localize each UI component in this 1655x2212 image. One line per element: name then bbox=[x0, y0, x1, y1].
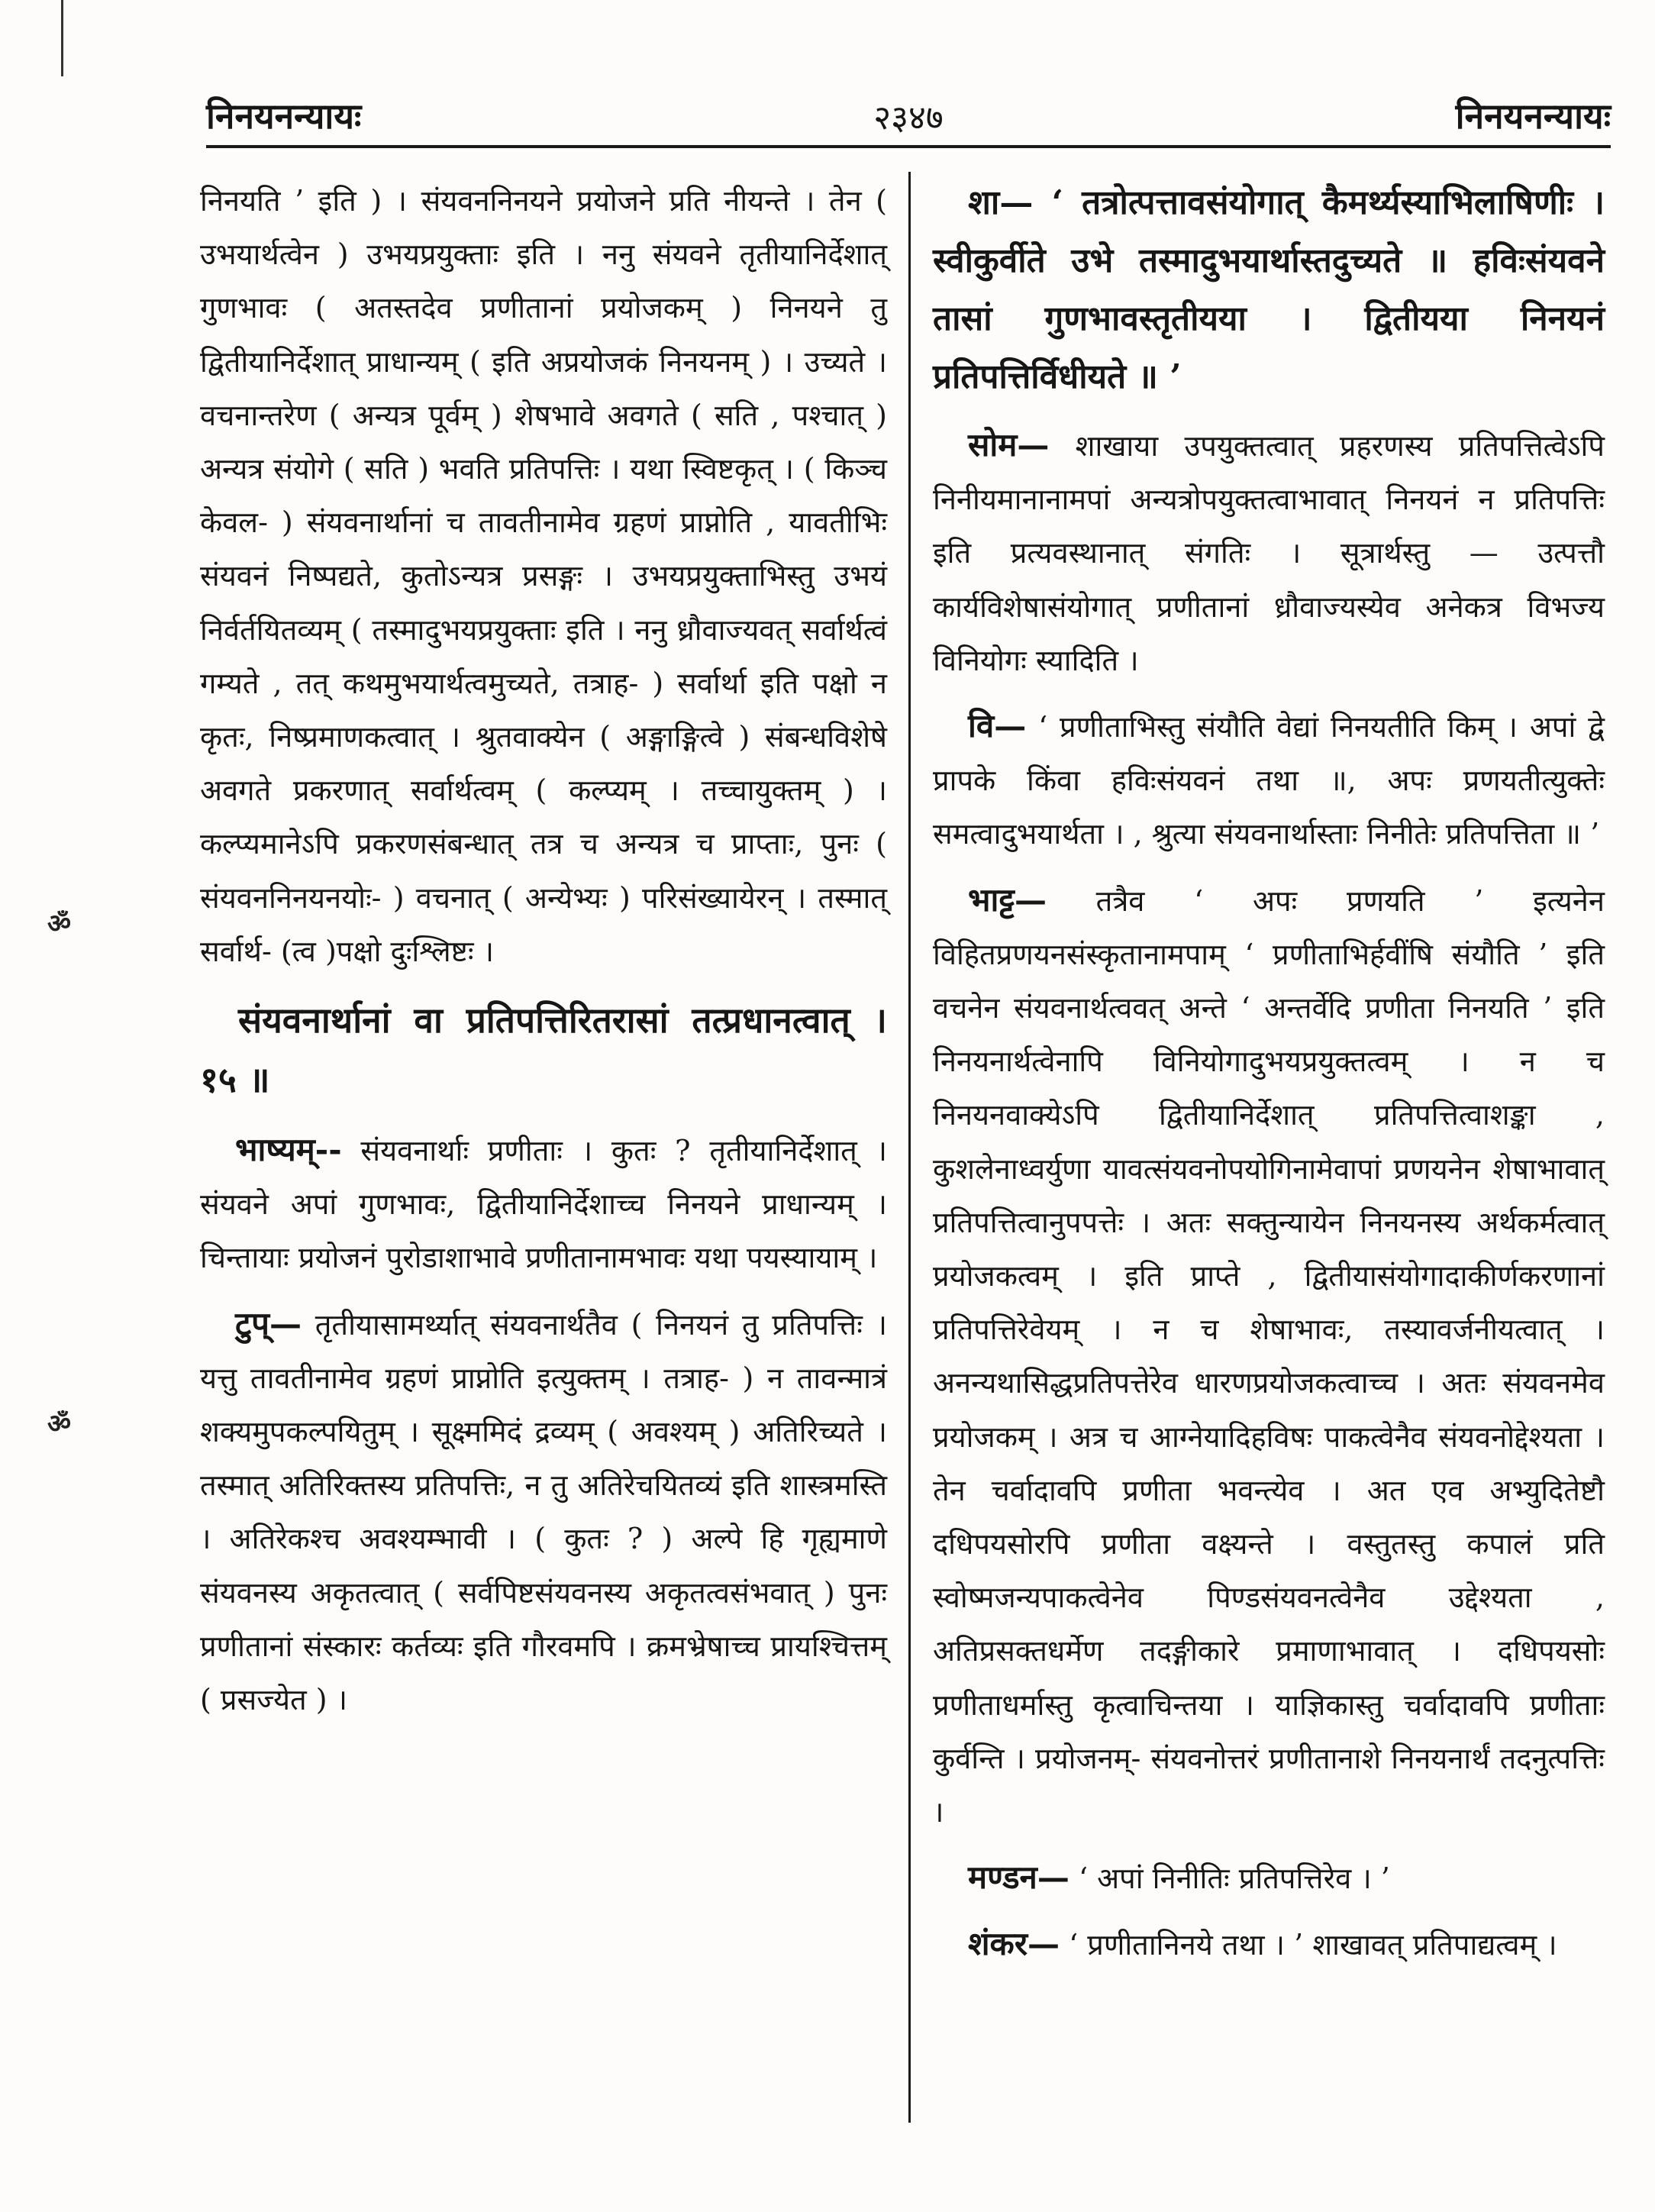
tup-text: तृतीयासामर्थ्यात् संयवनार्थतैव ( निनयनं तु प्रतिपत्तिः । यत्तु तावतीनामेव ग्रहणं प्राप्नोति इत्युक्तम् । तत्राह- ) न तावन्मात्रं शक्यमुपकल्पयितुम् । सूक्ष्ममिदं द्रव्यम् ( अवश्यम् ) अतिरिच्यते । तस्मात् अतिरिक्तस्य प्रतिपत्तिः, न तु अतिरेचयितव्यं इति शास्त्रमस्ति । अतिरेकश्च अवश्यम्भावी । ( कुतः ? ) अल्पे हि गृह्यमाणे संयवनस्य अकृतत्वात् ( सर्वपिष्टसंयवनस्य अकृतत्वसंभवात् ) पुनः प्रणीतानां संस्कारः कर्तव्यः इति गौरवमपि । क्रमभ्रेषाच्च प्रायश्चित्तम् ( प्रसज्येत ) । bbox=[200, 1307, 887, 1717]
shankara-paragraph bbox=[933, 1917, 1605, 1971]
bhashya-label: भाष्यम्-- bbox=[235, 1131, 342, 1169]
page-header bbox=[206, 78, 1611, 139]
vi-label: वि— bbox=[968, 707, 1027, 745]
margin-mark: ॐ bbox=[47, 909, 72, 939]
page-number: २३४७ bbox=[873, 98, 944, 137]
shankara-text: ‘ प्रणीतानिनये तथा । ’ शाखावत् प्रतिपाद्यत्वम् । bbox=[1060, 1928, 1557, 1962]
margin-mark: ॐ bbox=[47, 1409, 72, 1439]
mandana-paragraph bbox=[933, 1851, 1605, 1905]
soma-text: शाखाया उपयुक्तत्वात् प्रहरणस्य प्रतिपत्तित्वेऽपि निनीयमानानामपां अन्यत्रोपयुक्तत्वाभावात् निनयनं न प्रतिपत्तिः इति प्रत्यवस्थानात् संगतिः । सूत्रार्थस्तु — उत्पत्तौ कार्यविशेषासंयोगात् प्रणीतानां ध्रौवाज्यस्येव अनेकत्र विभज्य विनियोगः स्यादिति । bbox=[933, 429, 1605, 677]
commentary-continuation: निनयति ’ इति ) । संयवननिनयने प्रयोजने प्रति नीयन्ते । तेन ( उभयार्थत्वेन ) उभयप्रयुक्ताः इति । ननु संयवने तृतीयानिर्देशात् गुणभावः ( अतस्तदेव प्रणीतानां प्रयोजकम् ) निनयने तु द्वितीयानिर्देशात् प्राधान्यम् ( इति अप्रयोजकं निनयनम् ) । उच्यते । वचनान्तरेण ( अन्यत्र पूर्वम् ) शेषभावे अवगते ( सति , पश्चात् ) अन्यत्र संयोगे ( सति ) भवति प्रतिपत्तिः । यथा स्विष्टकृत् । ( किञ्च केवल- ) संयवनार्थानां च तावतीनामेव ग्रहणं प्राप्नोति , यावतीभिः संयवनं निष्पद्यते, कुतोऽन्यत्र प्रसङ्गः । उभयप्रयुक्ताभिस्तु उभयं निर्वर्तयितव्यम् ( तस्मादुभयप्रयुक्ताः इति । ननु ध्रौवाज्यवत् सर्वार्थत्वं गम्यते , तत् कथमुभयार्थत्वमुच्यते, तत्राह- ) सर्वार्था इति पक्षो न कृतः, निष्प्रमाणकत्वात् । श्रुतवाक्येन ( अङ्गाङ्गित्वे ) संबन्धविशेषे अवगते प्रकरणात् सर्वार्थत्वम् ( कल्प्यम् । तच्चायुक्तम् ) । कल्प्यमानेऽपि प्रकरणसंबन्धात् तत्र च अन्यत्र च प्राप्ताः, पुनः ( संयवननिनयनयोः- ) वचनात् ( अन्येभ्यः ) परिसंख्यायेरन् । तस्मात् सर्वार्थ- (त्व )पक्षो दुःश्लिष्टः । bbox=[200, 184, 887, 968]
tup-paragraph bbox=[200, 1297, 887, 1727]
shankara-label: शंकर— bbox=[968, 1925, 1060, 1963]
bhatta-label: भाट्ट— bbox=[968, 880, 1047, 919]
soma-paragraph bbox=[933, 418, 1605, 687]
tup-label: टुप्— bbox=[235, 1304, 302, 1342]
binding-edge-rule bbox=[61, 0, 63, 76]
sha-text: ‘ तत्रोत्पत्तावसंयोगात् कैमर्थ्यस्याभिलाषिणीः । स्वीकुर्वीते उभे तस्मादुभयार्थास्तदुच्यते ॥ हविःसंयवने तासां गुणभावस्तृतीयया । द्वितीयया निनयनं प्रतिपत्तिर्विधीयते ॥ ’ bbox=[933, 183, 1605, 396]
bhashya-paragraph bbox=[200, 1123, 887, 1285]
header-rule bbox=[206, 145, 1611, 148]
mandana-text: ‘ अपां निनीतिः प्रतिपत्तिरेव । ’ bbox=[1069, 1862, 1390, 1896]
soma-label: सोम— bbox=[968, 426, 1050, 463]
vi-paragraph bbox=[933, 699, 1605, 861]
sutra-15: संयवनार्थानां वा प्रतिपत्तिरितरासां तत्प्रधानत्वात् । १५ ॥ bbox=[200, 999, 887, 1101]
bhashya-text: संयवनार्थाः प्रणीताः । कुतः ? तृतीयानिर्देशात् । संयवने अपां गुणभावः, द्वितीयानिर्देशाच्च निनयने प्राधान्यम् । चिन्तायाः प्रयोजनं पुरोडाशाभावे प्रणीतानामभावः यथा पयस्यायाम् । bbox=[200, 1134, 887, 1275]
mandana-label: मण्डन— bbox=[968, 1858, 1069, 1897]
vi-text: ‘ प्रणीताभिस्तु संयौति वेद्यां निनयतीति किम् । अपां द्वे प्रापके किंवा हविःसंयवनं तथा ॥, अपः प्रणयतीत्युक्तेः समत्वादुभयार्थता । , श्रुत्या संयवनार्थास्ताः निनीतेः प्रतिपत्तिता ॥ ’ bbox=[933, 710, 1605, 851]
sha-paragraph bbox=[933, 174, 1605, 406]
sha-label: शा— bbox=[968, 183, 1034, 222]
running-title-left: निनयनन्यायः bbox=[206, 95, 362, 137]
left-column bbox=[200, 174, 887, 1739]
right-column bbox=[933, 174, 1605, 1984]
bhatta-text: तत्रैव ‘ अपः प्रणयति ’ इत्यनेन विहितप्रणयनसंस्कृतानामपाम् ‘ प्रणीताभिर्हवींषि संयौति ’ इति वचनेन संयवनार्थत्ववत् अन्ते ‘ अन्तर्वेदि प्रणीता निनयति ’ इति निनयनार्थत्वेनापि विनियोगादुभयप्रयुक्तत्वम् । न च निनयनवाक्येऽपि द्वितीयानिर्देशात् प्रतिपत्तित्वाशङ्का , कुशलेनाध्वर्युणा यावत्संयवनोपयोगिनामेवापां प्रणयनेन शेषाभावात् प्रतिपत्तित्वानुपपत्तेः । अतः सक्तुन्यायेन निनयनस्य अर्थकर्मत्वात् प्रयोजकत्वम् । इति प्राप्ते , द्वितीयासंयोगादाकीर्णकरणानां प्रतिपत्तिरेवेयम् । न च शेषाभावः, तस्यावर्जनीयत्वात् । अनन्यथासिद्धप्रतिपत्तेरेव धारणप्रयोजकत्वाच्च । अतः संयवनमेव प्रयोजकम् । अत्र च आग्नेयादिहविषः पाकत्वेनैव संयवनोद्देश्यता । तेन चर्वादावपि प्रणीता भवन्त्येव । अत एव अभ्युदितेष्टौ दधिपयसोरपि प्रणीता वक्ष्यन्ते । वस्तुतस्तु कपालं प्रति स्वोष्मजन्यपाकत्वेनेव पिण्डसंयवनत्वेनैव उद्देश्यता , अतिप्रसक्तधर्मेण तदङ्गीकारे प्रमाणाभावात् । दधिपयसोः प्रणीताधर्मास्तु कृत्वाचिन्तया । याज्ञिकास्तु चर्वादावपि प्रणीताः कुर्वन्ति । प्रयोजनम्- संयवनोत्तरं प्रणीतानाशे निनयनार्थं तदनुत्पत्तिः । bbox=[933, 883, 1605, 1829]
bhatta-paragraph bbox=[933, 873, 1605, 1839]
running-title-right: निनयनन्यायः bbox=[1455, 95, 1611, 137]
column-divider bbox=[908, 172, 911, 2123]
